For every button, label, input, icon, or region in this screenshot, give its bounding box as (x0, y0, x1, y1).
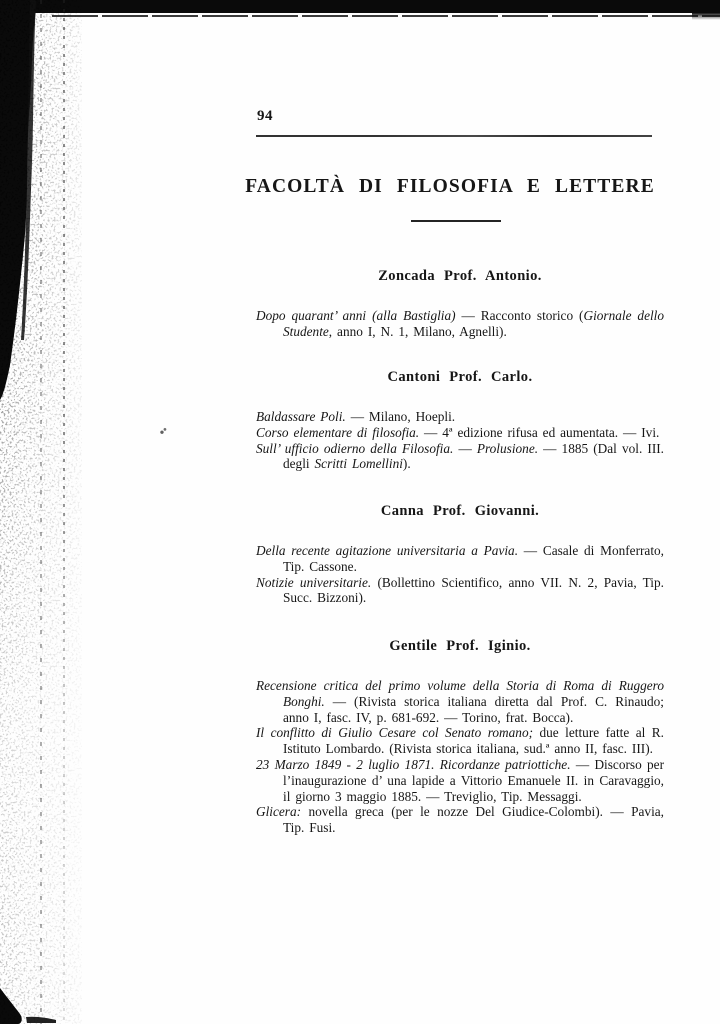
page-number: 94 (257, 108, 273, 124)
scan-vertical-streak (63, 0, 65, 1024)
title-divider (411, 220, 501, 222)
entry-text: — 4ª edizione rifusa ed aumentata. — Ivi. (419, 424, 660, 440)
professor-heading: Zoncada Prof. Antonio. (378, 268, 542, 284)
entry-text: — Casale di Monferrato, Tip. Cassone. (283, 543, 664, 574)
ink-smudge (158, 426, 169, 436)
entry-text: , anno I, N. 1, Milano, Agnelli). (328, 323, 507, 339)
bibliography-entries (256, 409, 664, 472)
bibliography-entries (256, 678, 664, 836)
entry-text: — Discorso per l’inaugurazione d’ una lapide a Vittorio Emanuele II. in Caravaggio, il giorno 3 maggio 1885. — Treviglio, Tip. Messaggi. (283, 756, 664, 804)
faculty-section (256, 638, 664, 836)
professor-heading: Gentile Prof. Iginio. (389, 638, 531, 654)
scan-vertical-streak (40, 0, 42, 1024)
bibliography-entry (256, 575, 664, 607)
entry-text: — (453, 440, 477, 456)
page-title: FACOLTÀ DI FILOSOFIA E LETTERE (245, 176, 655, 197)
entry-text: — 1885 (Dal vol. III. degli (283, 440, 665, 472)
entry-text: — (Rivista storica italiana diretta dal Prof. C. Rinaudo; anno I, fasc. IV, p. 681-692. — Torino, frat. Bocca). (283, 693, 664, 725)
entry-work-title: Notizie universitarie. (256, 574, 372, 590)
bibliography-entry (256, 725, 664, 757)
professor-heading: Cantoni Prof. Carlo. (387, 369, 533, 385)
entry-work-title: Giornale dello Studente (283, 308, 665, 339)
bibliography-entry (256, 441, 664, 473)
entry-work-title: Scritti Lomellini (314, 456, 403, 472)
entry-text: due letture fatte al R. Istituto Lombardo. (Rivista storica italiana, sud.ª anno II, fasc. III). (283, 725, 664, 757)
scan-top-right-artifact (692, 0, 720, 21)
entry-text: (Bollettino Scientifico, anno VII. N. 2, Pavia, Tip. Succ. Bizzoni). (283, 574, 664, 606)
entry-text: ). (402, 456, 411, 472)
bibliography-entry (256, 425, 664, 441)
entry-work-title: Corso elementare di filosofia. (256, 424, 420, 440)
entry-work-title: Sull’ ufficio odierno della Filosofia. (256, 440, 454, 456)
bibliography-entry (256, 308, 664, 340)
scan-top-edge-line (52, 15, 720, 17)
bibliography-entry (256, 757, 664, 804)
faculty-section (256, 268, 664, 340)
bibliography-entry (256, 678, 664, 725)
entry-work-title: Il conflitto di Giulio Cesare col Senato romano; (256, 725, 534, 741)
bibliography-entry (256, 543, 664, 575)
entry-text: — Milano, Hoepli. (345, 409, 456, 424)
bibliography-entry (256, 804, 664, 836)
bibliography-entry (256, 409, 664, 425)
entry-work-title: Dopo quarant’ anni (alla Bastiglia) (256, 308, 456, 323)
entry-work-title: Glicera: (256, 804, 302, 820)
entry-work-title: Prolusione. (476, 440, 539, 456)
entry-work-title: Baldassare Poli. (256, 409, 346, 424)
entry-work-title: Recensione critica del primo volume della Storia di Roma di Ruggero Bonghi. (256, 678, 664, 709)
scan-top-edge-artifact (0, 0, 720, 13)
entry-text: novella greca (per le nozze Del Giudice-Colombi). — Pavia, Tip. Fusi. (283, 804, 664, 836)
bibliography-entries (256, 308, 664, 340)
professor-heading: Canna Prof. Giovanni. (380, 503, 540, 519)
faculty-section (256, 503, 664, 606)
scan-left-edge-artifact (0, 0, 90, 1024)
bibliography-entries (256, 543, 664, 606)
entry-work-title: Della recente agitazione universitaria a Pavia. (256, 543, 519, 558)
header-rule (256, 135, 652, 137)
entry-text: — Racconto storico ( (455, 308, 584, 323)
faculty-section (256, 369, 664, 472)
entry-work-title: 23 Marzo 1849 - 2 luglio 1871. Ricordanze patriottiche. (256, 756, 571, 772)
